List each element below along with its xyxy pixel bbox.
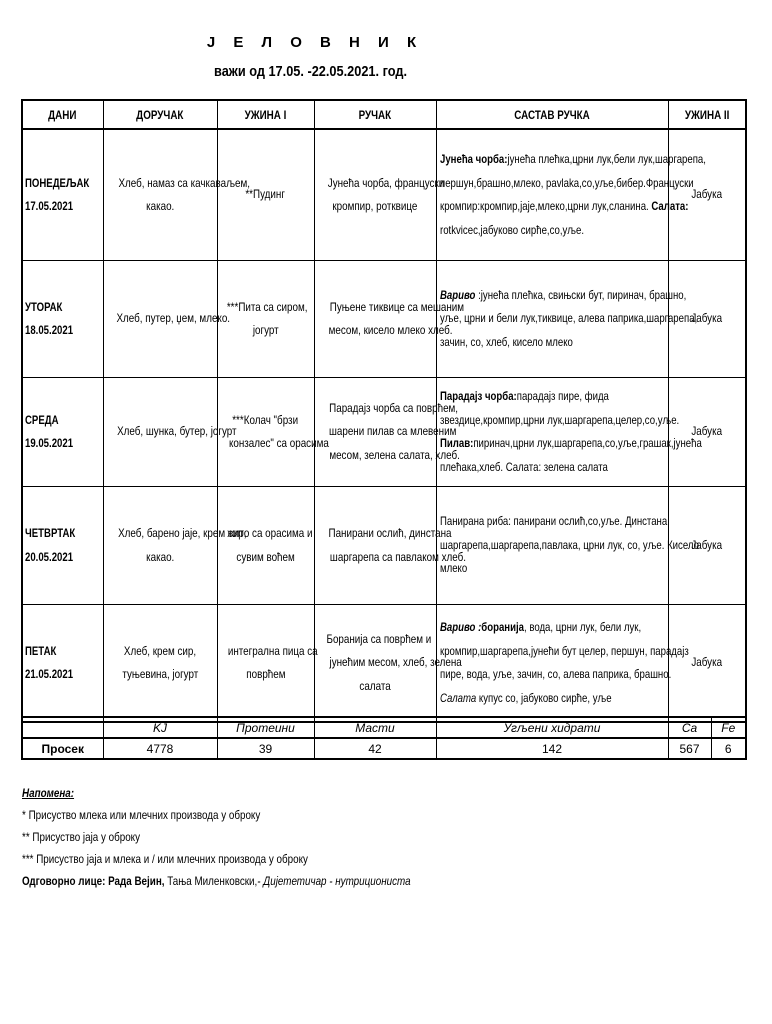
cell-text: шарени пилав са млевеним — [328, 424, 456, 439]
composition-line — [440, 284, 686, 308]
composition-text: Салата: — [650, 199, 688, 213]
composition-text: уље, црни и бели лук,тиквице, алева паприка,шаргарепа, — [439, 311, 697, 326]
day-name: ПЕТАК — [25, 643, 57, 658]
composition-line — [440, 385, 609, 409]
cell-text: Јабука — [691, 187, 723, 202]
day-cell — [22, 605, 103, 723]
cell-text: шаргарепа са павлаком хлеб. — [329, 549, 466, 564]
nutrition-value: 4778 — [103, 738, 217, 759]
cell-text: месом, кисело млеко хлеб. — [328, 323, 452, 337]
col-header-label: САСТАВ РУЧКА — [514, 107, 590, 122]
snack1-cell — [217, 261, 314, 378]
lunch-composition-cell — [436, 129, 706, 261]
cell-text: јогурт — [252, 323, 279, 337]
lunch-composition-cell — [436, 261, 697, 378]
composition-text: купус со, јабуково сирће, уље — [478, 690, 612, 705]
cell-text: Парадајз чорба са поврћем, — [328, 400, 458, 415]
responsible-label: Одговорно лице: Рада Вејин, — [22, 874, 165, 888]
day-date: 19.05.2021 — [25, 436, 74, 450]
composition-text: , вода, црни лук, бели лук, — [523, 620, 641, 634]
menu-title: Ј Е Л О В Н И К — [206, 34, 424, 51]
cell-text: сувим воћем — [236, 549, 295, 564]
day-date: 20.05.2021 — [25, 549, 74, 564]
composition-line — [440, 640, 689, 664]
day-name: УТОРАК — [25, 299, 63, 314]
breakfast-cell — [103, 487, 247, 605]
composition-line — [440, 172, 694, 196]
composition-text: кромпир,шаргарепа,јунећи бут целер, першун, парадајз — [439, 643, 689, 658]
cell-text: Хлеб, намаз са качкаваљем, — [117, 175, 250, 190]
composition-line — [440, 148, 706, 172]
responsible-rest: Тања Миленковски, — [164, 874, 258, 888]
day-name: ЧЕТВРТАК — [25, 526, 76, 540]
composition-line — [440, 195, 688, 219]
day-date: 17.05.2021 — [25, 199, 74, 213]
nutrition-row-label: Просек — [22, 738, 103, 759]
day-name: СРЕДА — [25, 412, 59, 427]
nutrition-value: 567 — [668, 738, 711, 759]
lunch-composition-cell — [436, 605, 689, 723]
menu-day-row — [22, 129, 746, 261]
nutrition-header: Fe — [711, 717, 746, 738]
note-line: *** Присуство јаја и млека и / или млечних производа у оброку — [22, 852, 308, 866]
cell-text: Јабука — [691, 655, 723, 670]
cell-text: конзалес" са орасима — [228, 436, 329, 450]
cell-text: Јабука — [691, 537, 723, 552]
col-header — [668, 100, 746, 129]
composition-line — [440, 510, 667, 534]
lunch-cell — [314, 129, 444, 261]
day-name: ПОНЕДЕЉАК — [25, 175, 90, 190]
breakfast-cell — [103, 605, 217, 723]
composition-text: Пилав: — [439, 436, 473, 450]
composition-text: Панирана риба: панирани ослић,со,уље. Динстана — [439, 514, 667, 529]
cell-text: Јунећа чорба, француски — [327, 175, 444, 190]
composition-line — [440, 331, 573, 355]
composition-line — [440, 456, 608, 480]
nutrition-value: 39 — [217, 738, 314, 759]
breakfast-cell — [103, 129, 250, 261]
col-header-label: ДОРУЧАК — [136, 107, 184, 122]
menu-header-row — [22, 100, 746, 129]
nutrition-value: 42 — [314, 738, 436, 759]
cell-text: Јабука — [691, 424, 723, 439]
nutrition-header: Ca — [668, 717, 711, 738]
composition-text: першун,брашно,млеко, pavlaka,со,уље,бибер.Француски — [439, 175, 694, 190]
menu-validity-text: важи од 17.05. -22.05.2021. год. — [214, 63, 408, 80]
composition-text: кромпир:кромпир,јаје,млеко,црни лук,сланина. — [439, 199, 651, 213]
cell-text: Хлеб, шунка, бутер, јогурт — [116, 424, 237, 439]
col-header-label: РУЧАК — [358, 107, 392, 122]
cell-text: Пуњене тиквице са мешаним — [329, 299, 464, 314]
note-line: ** Присуство јаја у оброку — [22, 830, 141, 844]
breakfast-cell — [103, 261, 230, 378]
note-line: * Присуство млека или млечних производа у оброку — [22, 808, 261, 822]
snack1-cell — [217, 487, 314, 605]
lunch-composition-cell — [436, 378, 702, 487]
composition-line — [440, 409, 679, 433]
cell-text: какао. — [145, 199, 175, 213]
responsible-role: - Дијететичар - нутрициониста — [257, 874, 411, 888]
composition-text: :јунећа плећка, свињски бут, пиринач, брашно, — [477, 287, 686, 302]
menu-day-row — [22, 605, 746, 723]
lunch-cell — [314, 378, 460, 487]
composition-text: звездице,кромпир,црни лук,шаргарепа,целер,со,уље. — [439, 412, 679, 427]
composition-text: парадајз пире, фида — [516, 389, 609, 403]
composition-text: rotkvicec,јабуково сирће,со,уље. — [439, 222, 584, 237]
cell-text: Боранија са поврћем и — [325, 631, 431, 646]
nutrition-header: Масти — [314, 717, 436, 738]
col-header — [22, 100, 103, 129]
composition-text: јунећа плећка,црни лук,бели лук,шаргарепа, — [506, 152, 706, 166]
snack1-cell — [217, 605, 318, 723]
composition-line — [440, 616, 641, 640]
composition-line — [440, 557, 467, 581]
col-header — [314, 100, 436, 129]
nutrition-header: KJ — [103, 717, 217, 738]
day-date: 18.05.2021 — [25, 323, 74, 337]
cell-text: месом, зелена салата, хлеб. — [328, 447, 460, 462]
cell-text: Јабука — [691, 311, 723, 326]
composition-line — [440, 307, 697, 331]
day-cell — [22, 378, 103, 487]
cell-text: Панирани ослић, динстана — [328, 526, 452, 540]
cell-text: салата — [359, 678, 391, 693]
cell-text: поврћем — [245, 667, 286, 681]
nutrition-header: Протеини — [217, 717, 314, 738]
col-header-label: УЖИНА I — [244, 107, 287, 122]
notes-section — [22, 782, 496, 892]
menu-day-row — [22, 378, 746, 487]
snack1-cell — [217, 378, 329, 487]
composition-text: Јунећа чорба: — [439, 152, 507, 166]
cell-text: туњевина, јогурт — [122, 667, 198, 681]
composition-text: Парадајз чорба: — [439, 389, 517, 403]
composition-text: пиринач,црни лук,шаргарепа,со,уље,грашак,јунећа — [472, 436, 702, 450]
menu-day-row — [22, 261, 746, 378]
cell-text: жито са орасима и — [226, 526, 312, 540]
cell-text: Хлеб, барено јаје, крем сир, — [117, 526, 247, 540]
nutrition-header-row — [22, 717, 746, 738]
composition-line — [440, 663, 671, 687]
col-header-label: УЖИНА II — [684, 107, 730, 122]
snack2-cell — [668, 605, 746, 723]
menu-validity — [0, 63, 622, 80]
breakfast-cell — [103, 378, 237, 487]
composition-line — [440, 219, 584, 243]
cell-text: интегрална пица са — [227, 643, 318, 658]
cell-text: кромпир, ротквице — [332, 199, 418, 213]
day-cell — [22, 261, 103, 378]
col-header-label: ДАНИ — [48, 107, 77, 122]
col-header — [103, 100, 217, 129]
cell-text: јунећим месом, хлеб, зелена — [329, 655, 462, 670]
composition-line — [440, 534, 699, 558]
composition-line — [440, 432, 702, 456]
responsible-person — [22, 870, 411, 892]
menu-day-row — [22, 487, 746, 605]
cell-text: Хлеб, путер, џем, млеко. — [115, 311, 230, 326]
cell-text: **Пудинг — [245, 187, 286, 202]
composition-text: плећака,хлеб. Салата: зелена салата — [439, 459, 608, 474]
col-header — [436, 100, 668, 129]
composition-text: Салата — [439, 690, 479, 705]
col-header — [217, 100, 314, 129]
cell-text: ***Пита са сиром, — [226, 299, 308, 314]
nutrition-average-row — [22, 738, 746, 759]
composition-text: Вариво — [439, 287, 478, 302]
lunch-composition-cell — [436, 487, 699, 605]
composition-text: боранија — [480, 620, 524, 634]
composition-text: Вариво : — [439, 620, 481, 634]
day-date: 21.05.2021 — [25, 667, 74, 681]
nutrition-value: 6 — [711, 738, 746, 759]
composition-line — [440, 687, 612, 711]
composition-text: зачин, со, хлеб, кисело млеко — [439, 334, 573, 349]
nutrition-table — [21, 716, 747, 760]
cell-text: какао. — [145, 549, 175, 564]
composition-text: млеко — [439, 561, 467, 576]
cell-text: Хлеб, крем сир, — [123, 643, 197, 658]
nutrition-header: Угљени хидрати — [436, 717, 668, 738]
cell-text: ***Колач "брзи — [232, 412, 299, 427]
composition-text: пире, вода, уље, зачин, со, алева паприка, брашно. — [439, 667, 671, 681]
composition-text: шаргарепа,шаргарепа,павлака, црни лук, со, уље. Кисело — [439, 537, 699, 552]
nutrition-header — [22, 717, 103, 738]
day-cell — [22, 487, 103, 605]
day-cell — [22, 129, 103, 261]
menu-table — [21, 99, 747, 723]
notes-heading: Напомена: — [22, 786, 75, 800]
nutrition-value: 142 — [436, 738, 668, 759]
